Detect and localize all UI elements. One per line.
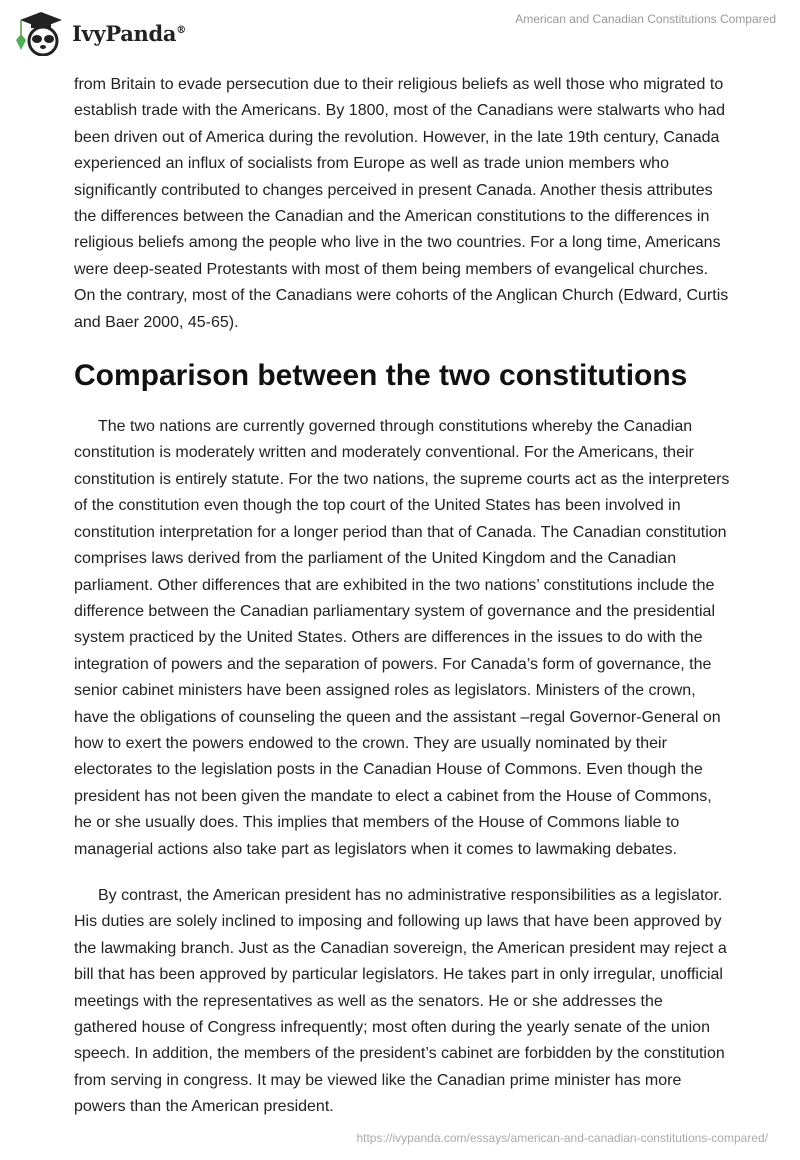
section-heading: Comparison between the two constitutions [74, 359, 688, 393]
essay-content [74, 72, 730, 1141]
body-paragraph: By contrast, the American president has no administrative responsibilities as a legislator. His duties are solely inclined to imposing and following up laws that have been approved by the lawmaking branch. Just as the Canadian sovereign, the American president may reject a bill that has been approved by particular legislators. He takes part in only irregular, unofficial meetings with the representatives as well as the senators. He or she addresses the gathered house of Congress infrequently; most often during the yearly senate of the union speech. In addition, the members of the president’s cabinet are forbidden by the constitution from serving in congress. It may be viewed like the Canadian prime minister has more powers than the American president. [74, 886, 727, 1116]
body-paragraph: from Britain to evade persecution due to their religious beliefs as well those who migrated to establish trade with the Americans. By 1800, most of the Canadians were stalwarts who had been driven out of America during the revolution. However, in the late 19th century, Canada experienced an influx of socialists from Europe as well as trade union members who significantly contributed to changes perceived in present Canada. Another thesis attributes the differences between the Canadian and the American constitutions to the differences in religious beliefs among the people who live in the two countries. For a long time, Americans were deep-seated Protestants with most of them being members of evangelical churches. On the contrary, most of the Canadians were cohorts of the Anglican Church (Edward, Curtis and Baer 2000, 45-65). [74, 76, 729, 331]
footer-url[interactable]: https://ivypanda.com/essays/american-and-canadian-constitutions-compared/ [356, 1131, 768, 1145]
logo-text: IvyPanda® [72, 20, 186, 46]
document-title: American and Canadian Constitutions Compared [515, 12, 776, 26]
panda-graduate-icon [16, 10, 66, 56]
page-header [0, 0, 800, 60]
ivypanda-logo[interactable] [16, 10, 186, 56]
body-paragraph: The two nations are currently governed through constitutions whereby the Canadian constitution is moderately written and moderately conventional. For the Americans, their constitution is entirely statute. For the two nations, the supreme courts act as the interpreters of the constitution even though the top court of the United States has been involved in constitution interpretation for a longer period than that of Canada. The Canadian constitution comprises laws derived from the parliament of the United Kingdom and the Canadian parliament. Other differences that are exhibited in the two nations’ constitutions include the difference between the Canadian parliamentary system of governance and the presidential system practiced by the United States. Others are differences in the issues to do with the integration of powers and the separation of powers. For Canada’s form of governance, the senior cabinet ministers have been assigned roles as legislators. Ministers of the crown, have the obligations of counseling the queen and the assistant –regal Governor-General on how to exert the powers endowed to the crown. They are usually nominated by their electorates to the legislation posts in the Canadian House of Commons. Even though the president has not been given the mandate to elect a cabinet from the House of Commons, he or she usually does. This implies that members of the House of Commons liable to managerial actions also take part as legislators when it comes to lawmaking debates. [74, 418, 730, 858]
